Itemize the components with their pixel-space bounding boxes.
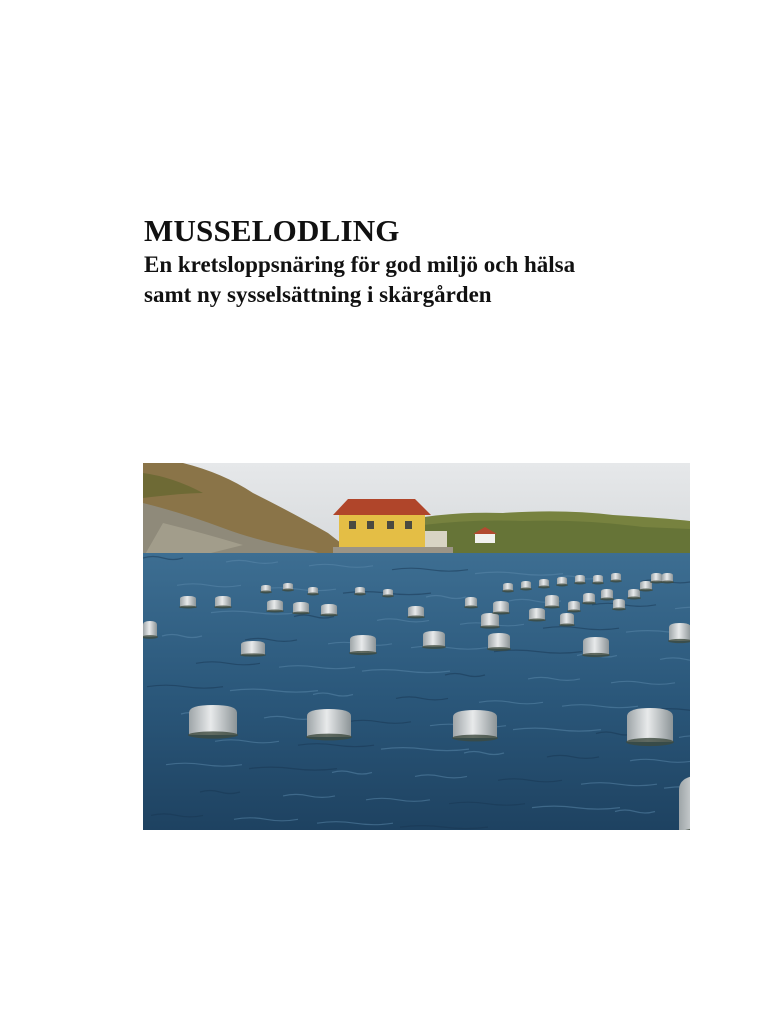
buoy bbox=[528, 608, 546, 622]
buoy bbox=[574, 575, 586, 585]
buoy bbox=[592, 575, 604, 585]
buoy bbox=[240, 641, 266, 657]
buoy bbox=[538, 579, 550, 589]
buoy bbox=[492, 601, 510, 615]
buoy bbox=[382, 589, 394, 598]
cover-photo bbox=[143, 463, 690, 830]
buoy bbox=[502, 583, 514, 593]
buoy bbox=[480, 613, 500, 629]
page-title: MUSSELODLING bbox=[144, 213, 400, 248]
buoy bbox=[407, 606, 425, 619]
title-block bbox=[144, 212, 704, 310]
buoy bbox=[143, 621, 158, 639]
buoy bbox=[320, 604, 338, 617]
buoy bbox=[349, 635, 377, 655]
buoy bbox=[179, 596, 197, 609]
buoy bbox=[214, 596, 232, 609]
buoy bbox=[188, 705, 238, 739]
buoy bbox=[556, 577, 568, 587]
buoy bbox=[487, 633, 511, 651]
buoy bbox=[610, 573, 622, 583]
buoy bbox=[306, 709, 352, 740]
buoy bbox=[464, 597, 478, 609]
subtitle-line-2: samt ny sysselsättning i skärgården bbox=[144, 282, 492, 307]
buoy bbox=[354, 587, 366, 596]
buoy bbox=[260, 585, 272, 594]
buoy bbox=[582, 637, 610, 657]
mussel-farm-photo bbox=[143, 463, 690, 830]
buoy bbox=[266, 600, 284, 613]
buoy bbox=[307, 587, 319, 596]
buoy bbox=[600, 589, 614, 601]
buoy bbox=[422, 631, 446, 649]
subtitle-line-1: En kretsloppsnäring för god miljö och hälsa bbox=[144, 252, 576, 277]
buoy bbox=[292, 602, 310, 615]
buoy bbox=[544, 595, 560, 609]
buoy bbox=[520, 581, 532, 591]
buoy bbox=[282, 583, 294, 592]
buoy bbox=[668, 623, 690, 643]
buoy bbox=[559, 613, 575, 627]
buoy bbox=[661, 573, 674, 584]
buoy bbox=[626, 708, 674, 746]
buoy bbox=[627, 589, 641, 600]
buoy bbox=[452, 710, 498, 741]
buoy bbox=[582, 593, 596, 605]
buoy bbox=[612, 599, 626, 611]
buoy bbox=[567, 601, 581, 613]
